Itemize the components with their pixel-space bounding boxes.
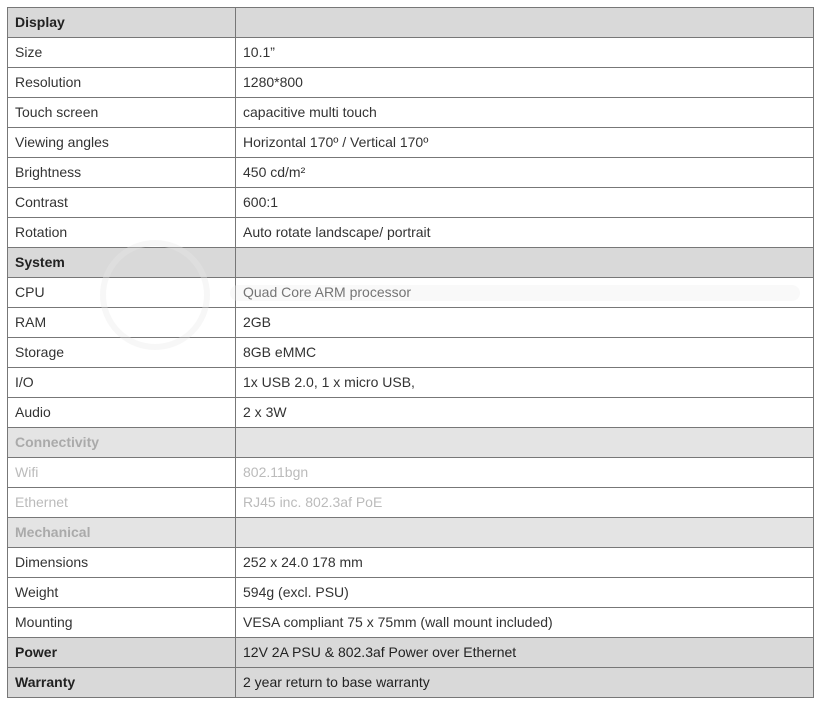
- section-heading: Warranty: [8, 668, 236, 698]
- spec-label: Resolution: [8, 68, 236, 98]
- section-row: [8, 518, 814, 548]
- section-heading: Power: [8, 638, 236, 668]
- section-heading: System: [8, 248, 236, 278]
- spec-value: Auto rotate landscape/ portrait: [236, 218, 814, 248]
- spec-row: [8, 338, 814, 368]
- spec-value: capacitive multi touch: [236, 98, 814, 128]
- spec-label: RAM: [8, 308, 236, 338]
- spec-row: [8, 488, 814, 518]
- spec-value: 450 cd/m²: [236, 158, 814, 188]
- spec-label: Ethernet: [8, 488, 236, 518]
- spec-label: Rotation: [8, 218, 236, 248]
- spec-value: 2 x 3W: [236, 398, 814, 428]
- spec-row: [8, 308, 814, 338]
- spec-table-body: [8, 8, 814, 698]
- spec-label: I/O: [8, 368, 236, 398]
- spec-label: Contrast: [8, 188, 236, 218]
- section-heading: Display: [8, 8, 236, 38]
- spec-value: RJ45 inc. 802.3af PoE: [236, 488, 814, 518]
- section-heading: Mechanical: [8, 518, 236, 548]
- section-row: [8, 668, 814, 698]
- spec-label: Brightness: [8, 158, 236, 188]
- spec-value: 252 x 24.0 178 mm: [236, 548, 814, 578]
- spec-value: 1x USB 2.0, 1 x micro USB,: [236, 368, 814, 398]
- spec-value: 600:1: [236, 188, 814, 218]
- section-row: [8, 638, 814, 668]
- spec-value: 10.1”: [236, 38, 814, 68]
- spec-label: Weight: [8, 578, 236, 608]
- spec-value: Quad Core ARM processor: [236, 278, 814, 308]
- spec-row: [8, 188, 814, 218]
- spec-row: [8, 398, 814, 428]
- spec-row: [8, 548, 814, 578]
- spec-label: Wifi: [8, 458, 236, 488]
- spec-value: [236, 518, 814, 548]
- spec-label: Size: [8, 38, 236, 68]
- spec-row: [8, 458, 814, 488]
- section-row: [8, 428, 814, 458]
- spec-row: [8, 128, 814, 158]
- section-row: [8, 248, 814, 278]
- spec-row: [8, 368, 814, 398]
- spec-label: Storage: [8, 338, 236, 368]
- spec-value: [236, 428, 814, 458]
- spec-label: Viewing angles: [8, 128, 236, 158]
- spec-value: 12V 2A PSU & 802.3af Power over Ethernet: [236, 638, 814, 668]
- spec-value: 1280*800: [236, 68, 814, 98]
- spec-table: [7, 7, 814, 698]
- spec-value: Horizontal 170º / Vertical 170º: [236, 128, 814, 158]
- section-row: [8, 8, 814, 38]
- spec-value: 8GB eMMC: [236, 338, 814, 368]
- spec-row: [8, 38, 814, 68]
- spec-row: [8, 218, 814, 248]
- spec-label: Mounting: [8, 608, 236, 638]
- spec-row: [8, 278, 814, 308]
- spec-value: 802.11bgn: [236, 458, 814, 488]
- spec-row: [8, 158, 814, 188]
- spec-value: VESA compliant 75 x 75mm (wall mount included): [236, 608, 814, 638]
- spec-value: [236, 248, 814, 278]
- spec-row: [8, 98, 814, 128]
- spec-value: 2 year return to base warranty: [236, 668, 814, 698]
- spec-label: Audio: [8, 398, 236, 428]
- spec-row: [8, 68, 814, 98]
- spec-value: 594g (excl. PSU): [236, 578, 814, 608]
- spec-value: 2GB: [236, 308, 814, 338]
- spec-value: [236, 8, 814, 38]
- spec-row: [8, 578, 814, 608]
- spec-row: [8, 608, 814, 638]
- section-heading: Connectivity: [8, 428, 236, 458]
- spec-label: CPU: [8, 278, 236, 308]
- spec-label: Dimensions: [8, 548, 236, 578]
- spec-label: Touch screen: [8, 98, 236, 128]
